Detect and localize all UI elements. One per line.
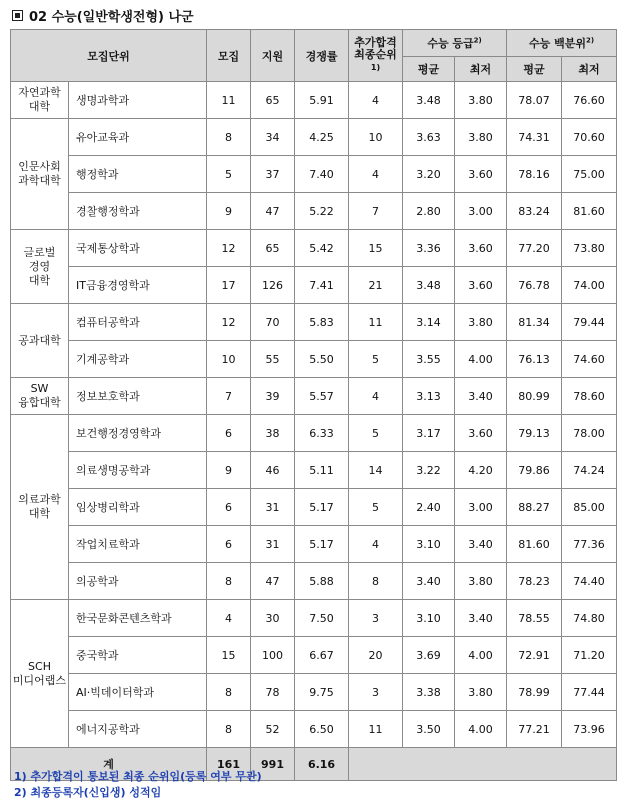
- cell-apply: 52: [251, 711, 295, 748]
- department-name: 중국학과: [69, 637, 207, 674]
- cell-ratio: 5.57: [295, 378, 349, 415]
- cell-p-avg: 83.24: [507, 193, 562, 230]
- cell-g-avg: 3.14: [403, 304, 455, 341]
- cell-p-avg: 72.91: [507, 637, 562, 674]
- cell-p-min: 78.60: [562, 378, 617, 415]
- cell-recruit: 5: [207, 156, 251, 193]
- college-name: SCH 미디어랩스: [11, 600, 69, 748]
- cell-p-avg: 76.13: [507, 341, 562, 378]
- cell-g-min: 3.00: [455, 193, 507, 230]
- cell-g-avg: 3.20: [403, 156, 455, 193]
- cell-ratio: 5.50: [295, 341, 349, 378]
- cell-add: 14: [349, 452, 403, 489]
- cell-apply: 100: [251, 637, 295, 674]
- table-row: [11, 563, 617, 600]
- header-percentile-avg: 평균: [507, 57, 562, 82]
- header-grade-sup: 2): [473, 36, 482, 45]
- cell-g-avg: 2.40: [403, 489, 455, 526]
- cell-g-min: 3.80: [455, 674, 507, 711]
- section-title: [12, 6, 194, 25]
- cell-g-min: 4.00: [455, 341, 507, 378]
- cell-p-min: 76.60: [562, 82, 617, 119]
- cell-recruit: 8: [207, 711, 251, 748]
- cell-p-min: 74.24: [562, 452, 617, 489]
- table-row: [11, 378, 617, 415]
- cell-ratio: 5.42: [295, 230, 349, 267]
- department-name: AI·빅데이터학과: [69, 674, 207, 711]
- cell-p-min: 70.60: [562, 119, 617, 156]
- square-bullet-icon: [12, 10, 23, 21]
- cell-recruit: 6: [207, 489, 251, 526]
- cell-add: 21: [349, 267, 403, 304]
- cell-g-min: 3.60: [455, 267, 507, 304]
- department-name: 정보보호학과: [69, 378, 207, 415]
- cell-recruit: 15: [207, 637, 251, 674]
- cell-g-min: 4.00: [455, 711, 507, 748]
- cell-recruit: 6: [207, 526, 251, 563]
- cell-p-min: 71.20: [562, 637, 617, 674]
- cell-ratio: 6.33: [295, 415, 349, 452]
- header-percentile-text: 수능 백분위: [529, 37, 586, 50]
- total-recruit: 161: [207, 748, 251, 781]
- department-name: 국제통상학과: [69, 230, 207, 267]
- cell-g-avg: 3.38: [403, 674, 455, 711]
- cell-recruit: 7: [207, 378, 251, 415]
- cell-add: 4: [349, 156, 403, 193]
- cell-ratio: 5.91: [295, 82, 349, 119]
- table-row: [11, 452, 617, 489]
- college-name: 글로벌 경영 대학: [11, 230, 69, 304]
- table-row: [11, 267, 617, 304]
- cell-ratio: 5.17: [295, 526, 349, 563]
- table-row: [11, 230, 617, 267]
- table-row: [11, 489, 617, 526]
- cell-p-avg: 78.23: [507, 563, 562, 600]
- cell-p-avg: 77.21: [507, 711, 562, 748]
- footnote-2: 2) 최종등록자(신입생) 성적임: [14, 786, 162, 799]
- cell-ratio: 5.22: [295, 193, 349, 230]
- cell-ratio: 7.40: [295, 156, 349, 193]
- cell-g-min: 3.40: [455, 378, 507, 415]
- cell-g-avg: 3.48: [403, 82, 455, 119]
- cell-g-min: 3.60: [455, 230, 507, 267]
- cell-recruit: 17: [207, 267, 251, 304]
- table-row: [11, 526, 617, 563]
- cell-apply: 31: [251, 489, 295, 526]
- department-name: 작업치료학과: [69, 526, 207, 563]
- cell-recruit: 8: [207, 674, 251, 711]
- cell-apply: 31: [251, 526, 295, 563]
- cell-g-avg: 3.48: [403, 267, 455, 304]
- table-row: [11, 600, 617, 637]
- cell-g-avg: 3.10: [403, 600, 455, 637]
- cell-g-avg: 2.80: [403, 193, 455, 230]
- cell-g-avg: 3.63: [403, 119, 455, 156]
- cell-apply: 65: [251, 82, 295, 119]
- cell-apply: 55: [251, 341, 295, 378]
- header-addition-line1: 추가합격: [354, 36, 397, 49]
- cell-g-avg: 3.50: [403, 711, 455, 748]
- header-percentile-sup: 2): [585, 36, 595, 45]
- cell-apply: 37: [251, 156, 295, 193]
- cell-recruit: 9: [207, 193, 251, 230]
- cell-g-avg: 3.10: [403, 526, 455, 563]
- cell-recruit: 11: [207, 82, 251, 119]
- cell-apply: 126: [251, 267, 295, 304]
- cell-g-min: 3.40: [455, 600, 507, 637]
- cell-apply: 46: [251, 452, 295, 489]
- table-row: [11, 82, 617, 119]
- cell-add: 20: [349, 637, 403, 674]
- cell-p-min: 78.00: [562, 415, 617, 452]
- cell-p-min: 77.36: [562, 526, 617, 563]
- table-row: [11, 674, 617, 711]
- cell-ratio: 6.50: [295, 711, 349, 748]
- cell-g-min: 3.60: [455, 415, 507, 452]
- cell-ratio: 7.50: [295, 600, 349, 637]
- table-body: [11, 82, 617, 748]
- cell-p-avg: 88.27: [507, 489, 562, 526]
- header-recruit: 모집: [207, 30, 251, 82]
- table-row: [11, 304, 617, 341]
- college-name: 공과대학: [11, 304, 69, 378]
- cell-ratio: 7.41: [295, 267, 349, 304]
- cell-recruit: 8: [207, 563, 251, 600]
- cell-g-avg: 3.40: [403, 563, 455, 600]
- header-percentile: [507, 30, 617, 57]
- cell-add: 11: [349, 304, 403, 341]
- header-grade-avg: 평균: [403, 57, 455, 82]
- college-name: 의료과학 대학: [11, 415, 69, 600]
- table-row: [11, 711, 617, 748]
- cell-apply: 38: [251, 415, 295, 452]
- department-name: 임상병리학과: [69, 489, 207, 526]
- cell-apply: 78: [251, 674, 295, 711]
- cell-g-min: 3.60: [455, 156, 507, 193]
- cell-p-min: 85.00: [562, 489, 617, 526]
- cell-ratio: 5.83: [295, 304, 349, 341]
- cell-p-min: 74.00: [562, 267, 617, 304]
- cell-recruit: 12: [207, 230, 251, 267]
- cell-p-min: 75.00: [562, 156, 617, 193]
- cell-p-avg: 79.86: [507, 452, 562, 489]
- cell-add: 5: [349, 489, 403, 526]
- cell-add: 5: [349, 341, 403, 378]
- cell-recruit: 9: [207, 452, 251, 489]
- header-ratio: 경쟁률: [295, 30, 349, 82]
- cell-ratio: 5.11: [295, 452, 349, 489]
- cell-p-min: 74.80: [562, 600, 617, 637]
- cell-p-avg: 78.16: [507, 156, 562, 193]
- cell-g-min: 3.00: [455, 489, 507, 526]
- department-name: 기계공학과: [69, 341, 207, 378]
- department-name: 에너지공학과: [69, 711, 207, 748]
- table-row: [11, 156, 617, 193]
- table-row: [11, 341, 617, 378]
- cell-apply: 70: [251, 304, 295, 341]
- department-name: 행정학과: [69, 156, 207, 193]
- department-name: 컴퓨터공학과: [69, 304, 207, 341]
- department-name: 의료생명공학과: [69, 452, 207, 489]
- department-name: 의공학과: [69, 563, 207, 600]
- section-title-text: 02 수능(일반학생전형) 나군: [29, 10, 194, 25]
- total-ratio: 6.16: [295, 748, 349, 781]
- department-name: 한국문화콘텐츠학과: [69, 600, 207, 637]
- department-name: 보건행정경영학과: [69, 415, 207, 452]
- cell-add: 3: [349, 600, 403, 637]
- college-name: 인문사회 과학대학: [11, 119, 69, 230]
- cell-g-min: 3.40: [455, 526, 507, 563]
- college-name: SW 융합대학: [11, 378, 69, 415]
- department-name: 경찰행정학과: [69, 193, 207, 230]
- cell-ratio: 4.25: [295, 119, 349, 156]
- cell-add: 15: [349, 230, 403, 267]
- header-grade: [403, 30, 507, 57]
- total-label: 계: [11, 748, 207, 781]
- cell-p-min: 73.80: [562, 230, 617, 267]
- cell-g-avg: 3.22: [403, 452, 455, 489]
- header-percentile-min: 최저: [562, 57, 617, 82]
- cell-p-min: 74.60: [562, 341, 617, 378]
- cell-p-avg: 76.78: [507, 267, 562, 304]
- admission-results-table: [10, 29, 617, 781]
- cell-apply: 34: [251, 119, 295, 156]
- cell-p-avg: 77.20: [507, 230, 562, 267]
- cell-add: 7: [349, 193, 403, 230]
- cell-add: 8: [349, 563, 403, 600]
- header-addition: [349, 30, 403, 82]
- cell-recruit: 10: [207, 341, 251, 378]
- cell-p-min: 73.96: [562, 711, 617, 748]
- cell-p-avg: 74.31: [507, 119, 562, 156]
- cell-g-avg: 3.17: [403, 415, 455, 452]
- cell-g-min: 4.00: [455, 637, 507, 674]
- cell-p-min: 77.44: [562, 674, 617, 711]
- table-row: [11, 119, 617, 156]
- cell-p-avg: 78.55: [507, 600, 562, 637]
- cell-add: 10: [349, 119, 403, 156]
- cell-g-min: 3.80: [455, 563, 507, 600]
- cell-recruit: 12: [207, 304, 251, 341]
- cell-g-avg: 3.69: [403, 637, 455, 674]
- header-grade-min: 최저: [455, 57, 507, 82]
- college-name: 자연과학 대학: [11, 82, 69, 119]
- cell-apply: 39: [251, 378, 295, 415]
- department-name: IT금융경영학과: [69, 267, 207, 304]
- table-row: [11, 193, 617, 230]
- cell-g-min: 3.80: [455, 119, 507, 156]
- cell-add: 4: [349, 526, 403, 563]
- table-row: [11, 415, 617, 452]
- table-row: [11, 637, 617, 674]
- cell-recruit: 8: [207, 119, 251, 156]
- cell-apply: 30: [251, 600, 295, 637]
- cell-p-min: 81.60: [562, 193, 617, 230]
- cell-add: 4: [349, 378, 403, 415]
- cell-add: 11: [349, 711, 403, 748]
- cell-p-min: 79.44: [562, 304, 617, 341]
- cell-ratio: 5.88: [295, 563, 349, 600]
- cell-apply: 65: [251, 230, 295, 267]
- cell-recruit: 6: [207, 415, 251, 452]
- cell-p-avg: 80.99: [507, 378, 562, 415]
- total-empty: [349, 748, 617, 781]
- cell-g-avg: 3.13: [403, 378, 455, 415]
- department-name: 유아교육과: [69, 119, 207, 156]
- cell-g-avg: 3.55: [403, 341, 455, 378]
- header-grade-text: 수능 등급: [427, 37, 474, 50]
- cell-g-min: 4.20: [455, 452, 507, 489]
- cell-add: 3: [349, 674, 403, 711]
- cell-add: 4: [349, 82, 403, 119]
- header-addition-sup: 1): [370, 63, 381, 72]
- cell-g-avg: 3.36: [403, 230, 455, 267]
- cell-p-avg: 78.99: [507, 674, 562, 711]
- cell-apply: 47: [251, 193, 295, 230]
- cell-p-avg: 78.07: [507, 82, 562, 119]
- cell-g-min: 3.80: [455, 304, 507, 341]
- cell-add: 5: [349, 415, 403, 452]
- cell-p-avg: 79.13: [507, 415, 562, 452]
- cell-p-min: 74.40: [562, 563, 617, 600]
- header-unit: 모집단위: [11, 30, 207, 82]
- header-addition-line2: 최종순위: [354, 48, 397, 61]
- cell-apply: 47: [251, 563, 295, 600]
- cell-g-min: 3.80: [455, 82, 507, 119]
- footnote-1: 1) 추가합격이 통보된 최종 순위임(등록 여부 무관): [14, 770, 262, 783]
- cell-p-avg: 81.60: [507, 526, 562, 563]
- cell-p-avg: 81.34: [507, 304, 562, 341]
- total-apply: 991: [251, 748, 295, 781]
- cell-ratio: 5.17: [295, 489, 349, 526]
- cell-ratio: 9.75: [295, 674, 349, 711]
- department-name: 생명과학과: [69, 82, 207, 119]
- header-apply: 지원: [251, 30, 295, 82]
- cell-recruit: 4: [207, 600, 251, 637]
- cell-ratio: 6.67: [295, 637, 349, 674]
